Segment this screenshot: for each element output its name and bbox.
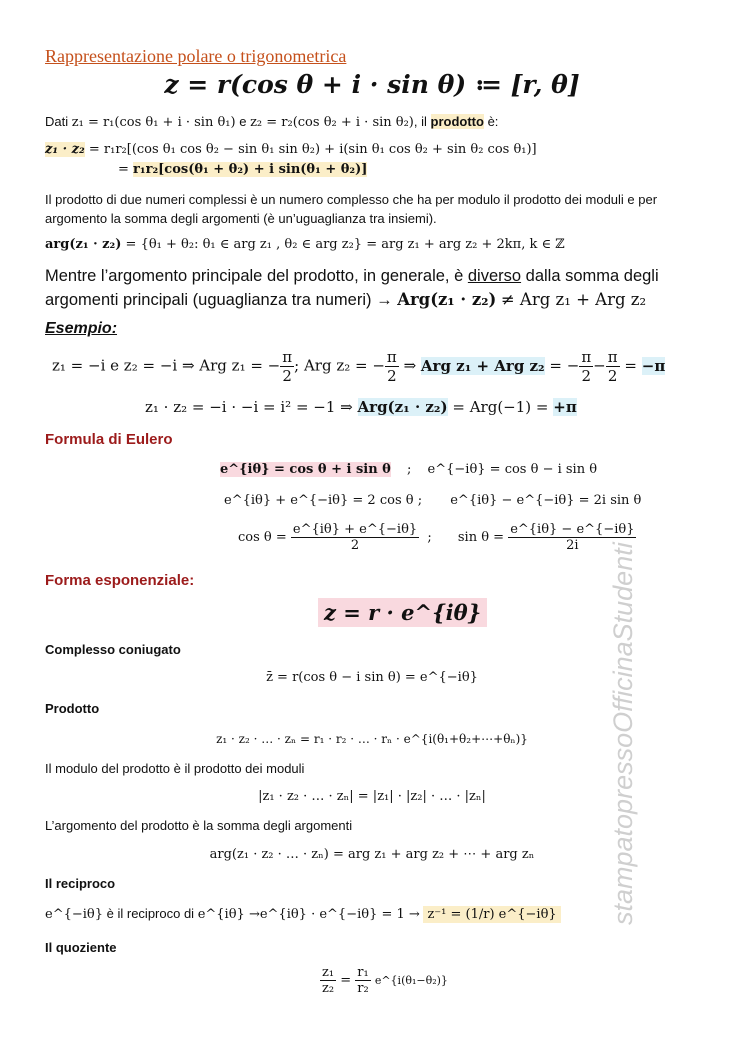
arg-product-formula: arg(z₁ · z₂) = {θ₁ + θ₂: θ₁ ∈ arg z₁ , θ₂ ∈ arg z₂} = arg z₁ + arg z₂ + 2kπ, k ∈ ℤ	[45, 237, 565, 252]
modulus-formula: |z₁ · z₂ · … · zₙ| = |z₁| · |z₂| · … · |zₙ|	[258, 789, 486, 804]
polar-formula: z = r(cos θ + i · sin θ) ≔ [r, θ]	[164, 70, 580, 99]
reciprocal-formula: e^{−iθ} è il reciproco di e^{iθ} →e^{iθ} · e^{−iθ} = 1 → z⁻¹ = (1/r) e^{−iθ}	[45, 906, 561, 922]
page-title: Rappresentazione polare o trigonometrica	[45, 46, 347, 66]
conjugate-formula: z̄ = r(cos θ − i sin θ) = e^{−iθ}	[266, 670, 478, 685]
product-formula-line1: z₁ · z₂ = r₁r₂[(cos θ₁ cos θ₂ − sin θ₁ sin θ₂) + i(sin θ₁ cos θ₂ + sin θ₂ cos θ₁)]	[45, 142, 537, 157]
exponential-formula: z = r · e^{iθ}	[318, 598, 487, 627]
exponential-heading: Forma esponenziale:	[45, 572, 195, 589]
euler-formula-2: e^{iθ} + e^{−iθ} = 2 cos θ ; e^{iθ} − e^{−iθ} = 2i sin θ	[224, 493, 642, 508]
euler-formula-1: e^{iθ} = cos θ + i sin θ ; e^{−iθ} = cos θ − i sin θ	[220, 462, 598, 477]
reciprocal-title: Il reciproco	[45, 876, 116, 891]
euler-heading: Formula di Eulero	[45, 431, 173, 448]
example-label: Esempio:	[45, 320, 118, 337]
watermark: stampatopressoOfficinaStudenti	[608, 542, 638, 925]
prodotto-highlight: prodotto	[430, 114, 484, 129]
argument-text: L’argomento del prodotto è la somma degli argomenti	[45, 818, 353, 833]
example-line-1: z₁ = −i e z₂ = −i ⇒ Arg z₁ = − $\frac{\pi}{2}$ ; Arg z₂ = − $\frac{\pi}{2}$ ⇒ Arg z₁ + Arg z₂ = − $\frac{\pi}{2}$ − $\frac{\pi}{2}$ = −π	[52, 348, 666, 385]
conjugate-title: Complesso coniugato	[45, 642, 181, 657]
euler-formula-3: cos θ = $\frac{e\^{}\{i\theta\} + e\^{}\{-i\theta\}}{2}$ ; sin θ = $\frac{e\^{}\{i\theta\} - e\^{}\{-i\theta\}}{2i}$	[238, 522, 635, 553]
product-description: Il prodotto di due numeri complessi è un numero complesso che ha per modulo il prodotto dei moduli e per argomento la somma degli argomenti (è un’uguaglianza tra insiemi).	[45, 192, 658, 226]
modulus-text: Il modulo del prodotto è il prodotto dei moduli	[45, 761, 305, 776]
argument-formula: arg(z₁ · z₂ · … · zₙ) = arg z₁ + arg z₂ + ⋯ + arg zₙ	[209, 847, 535, 862]
quotient-formula: $\frac{\text{z₁}}{\text{z₂}}$ = $\frac{\text{r₁}}{\text{r₂}}$ e^{i(θ₁−θ₂)}	[322, 965, 448, 996]
product-formula-line2: = r₁r₂[cos(θ₁ + θ₂) + i sin(θ₁ + θ₂)]	[118, 162, 368, 177]
quotient-title: Il quoziente	[45, 940, 117, 955]
product-exp-formula: z₁ · z₂ · … · zₙ = r₁ · r₂ · … · rₙ · e^{i(θ₁+θ₂+⋯+θₙ)}	[216, 732, 528, 746]
principal-arg-note: Mentre l’argomento principale del prodotto, in generale, è diverso dalla somma degli argomenti principali (uguaglianza tra numeri) → Arg(z₁ · z₂) ≠ Arg z₁ + Arg z₂	[45, 267, 659, 309]
example-line-2: z₁ · z₂ = −i · −i = i² = −1 ⇒ Arg(z₁ · z₂) = Arg(−1) = +π	[145, 398, 577, 416]
product-intro: Dati z₁ = r₁(cos θ₁ + i · sin θ₁) e z₂ = r₂(cos θ₂ + i · sin θ₂), il prodotto è:	[45, 114, 499, 130]
product-title: Prodotto	[45, 701, 100, 716]
